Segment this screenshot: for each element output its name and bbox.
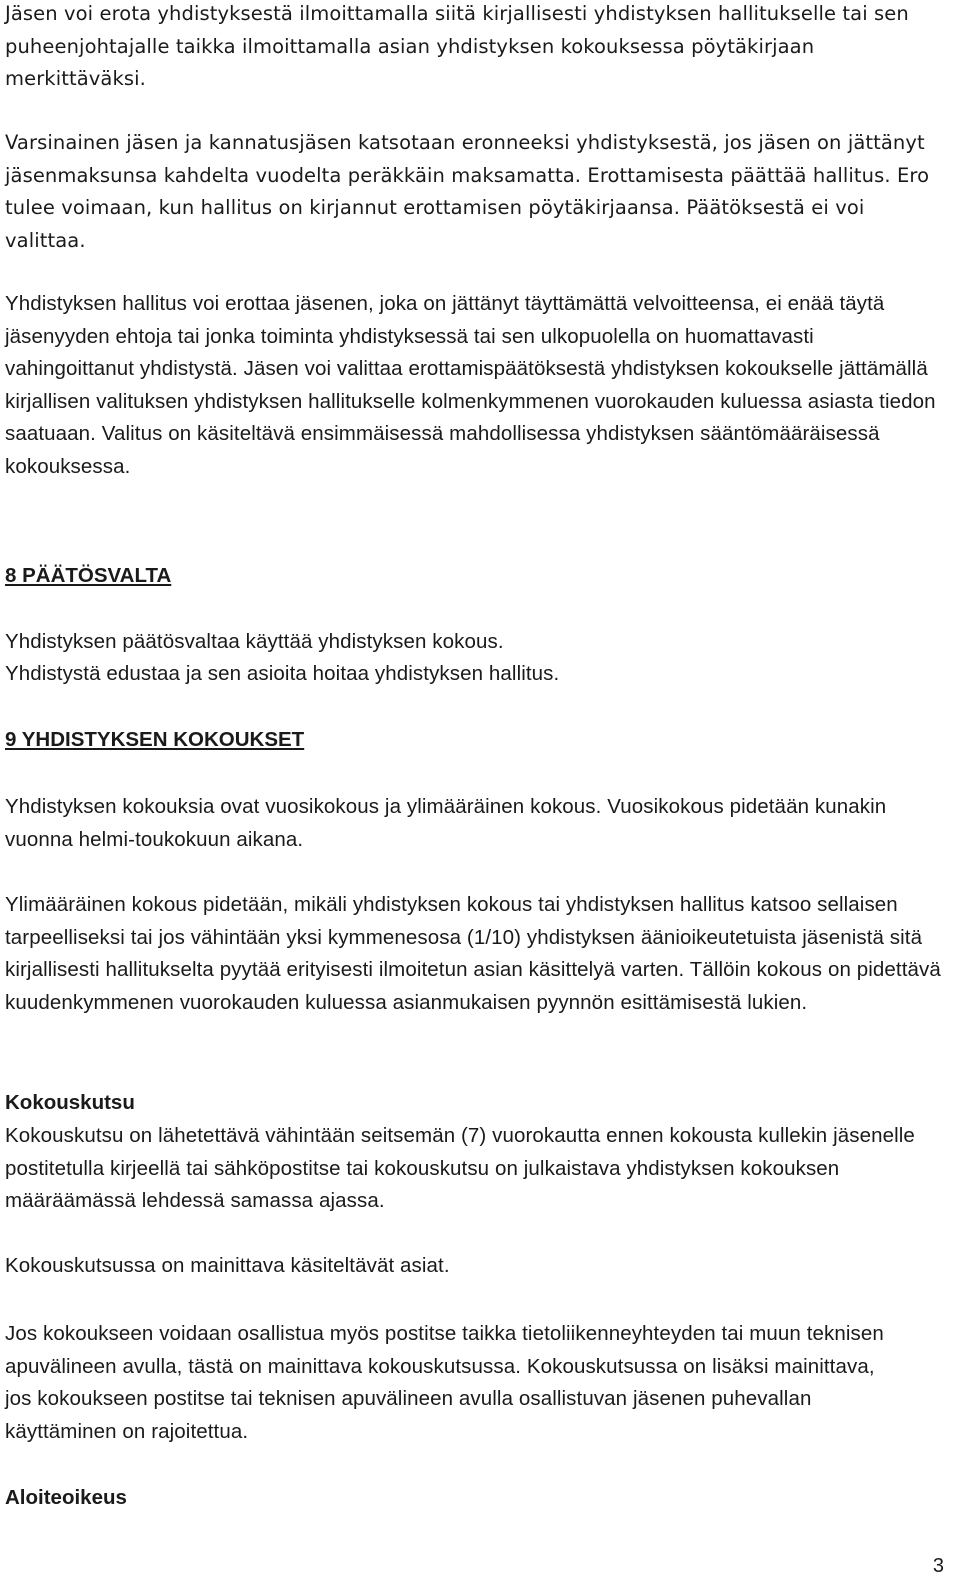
kokouskutsu-heading: Kokouskutsu <box>5 1091 135 1114</box>
section-8-heading: 8 PÄÄTÖSVALTA <box>5 564 172 587</box>
page-number: 3 <box>932 1555 944 1577</box>
kokouskutsu-paragraph-1: Kokouskutsu on lähetettävä vähintään seitsemän (7) vuorokautta ennen kokousta kullekin jäsenelle postitetulla kirjeellä tai sähköpostitse tai kokouskutsu on julkaistava yhdistyksen kokouksen määräämässä lehdessä samassa ajassa. <box>5 1124 915 1212</box>
paragraph-deemed-resigned: Varsinainen jäsen ja kannatusjäsen katsotaan eronneeksi yhdistyksestä, jos jäsen on jättänyt jäsenmaksunsa kahdelta vuodelta peräkkäin maksamatta. Erottamisesta päättää hallitus. Ero tulee voimaan, kun hallitus on kirjannut erottamisen pöytäkirjaansa. Päätöksestä ei voi valittaa. <box>5 131 930 252</box>
paragraph-resignation: Jäsen voi erota yhdistyksestä ilmoittamalla siitä kirjallisesti yhdistyksen hallitukselle tai sen puheenjohtajalle taikka ilmoittamalla asian yhdistyksen kokouksessa pöytäkirjaan merkittäväksi. <box>5 2 909 90</box>
kokouskutsu-paragraph-2: Kokouskutsussa on mainittava käsiteltävät asiat. <box>5 1254 450 1277</box>
section-9-paragraph-2: Ylimääräinen kokous pidetään, mikäli yhdistyksen kokous tai yhdistyksen hallitus katsoo sellaisen tarpeelliseksi tai jos vähintään yksi kymmenesosa (1/10) yhdistyksen äänioikeutetuista jäsenistä sitä kirjallisesti hallitukselta pyytää erityisesti ilmoitetun asian käsittelyä varten. Tällöin kokous on pidettävä kuudenkymmenen vuorokauden kuluessa asianmukaisen pyynnön esittämisestä lukien. <box>5 893 941 1014</box>
section-8-line-1: Yhdistyksen päätösvaltaa käyttää yhdistyksen kokous. <box>5 630 504 653</box>
kokouskutsu-paragraph-3: Jos kokoukseen voidaan osallistua myös postitse taikka tietoliikenneyhteyden tai muun teknisen apuvälineen avulla, tästä on mainittava kokouskutsussa. Kokouskutsussa on lisäksi mainittava, jos kokoukseen postitse tai teknisen apuvälineen avulla osallistuvan jäsenen puhevallan käyttäminen on rajoitettua. <box>5 1322 884 1443</box>
section-8-line-2: Yhdistystä edustaa ja sen asioita hoitaa yhdistyksen hallitus. <box>5 662 560 685</box>
paragraph-expulsion: Yhdistyksen hallitus voi erottaa jäsenen, joka on jättänyt täyttämättä velvoitteensa, ei enää täytä jäsenyyden ehtoja tai jonka toiminta yhdistyksessä tai sen ulkopuolella on huomattavasti vahingoittanut yhdistystä. Jäsen voi valittaa erottamispäätöksestä yhdistyksen kokoukselle jättämällä kirjallisen valituksen yhdistyksen hallitukselle kolmenkymmenen vuorokauden kuluessa asiasta tiedon saatuaan. Valitus on käsiteltävä ensimmäisessä mahdollisessa yhdistyksen sääntömääräisessä kokouksessa. <box>5 292 936 478</box>
section-9-paragraph-1: Yhdistyksen kokouksia ovat vuosikokous ja ylimääräinen kokous. Vuosikokous pidetään kunakin vuonna helmi-toukokuun aikana. <box>5 795 887 851</box>
aloiteoikeus-heading: Aloiteoikeus <box>5 1486 127 1509</box>
section-9-heading: 9 YHDISTYKSEN KOKOUKSET <box>5 728 305 751</box>
